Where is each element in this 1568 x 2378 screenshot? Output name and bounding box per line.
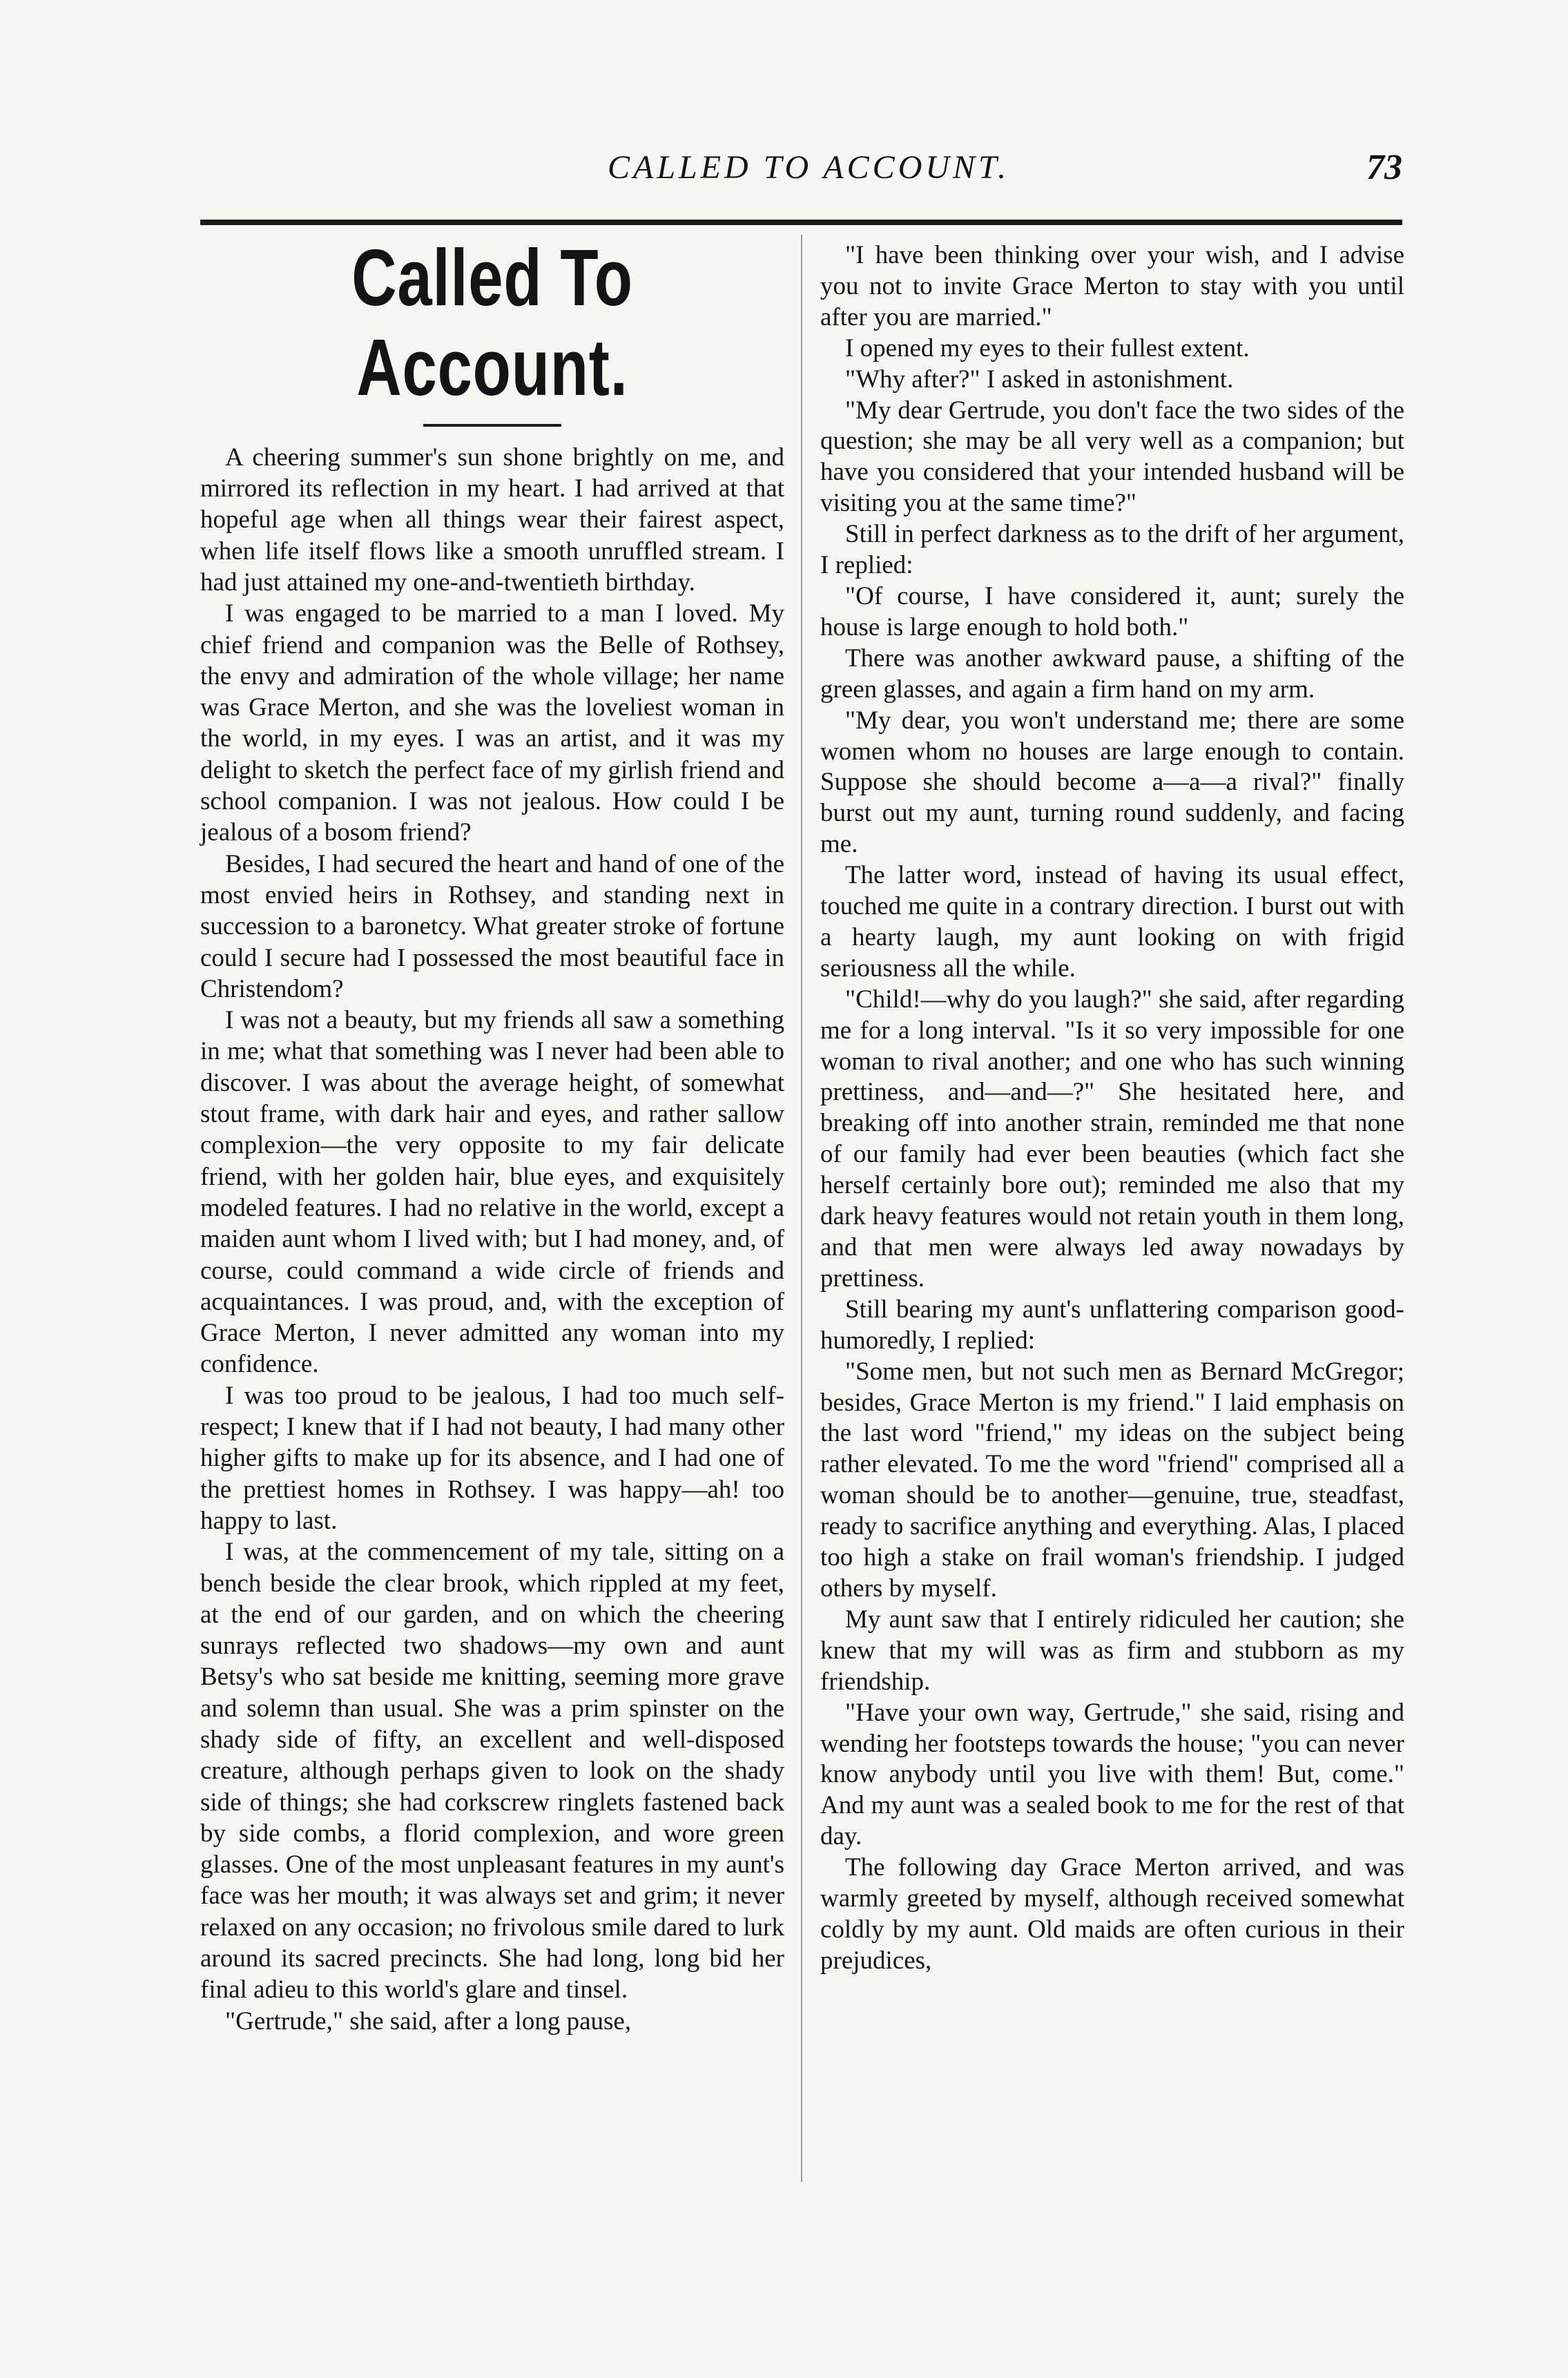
paragraph: "Why after?" I asked in astonishment.	[845, 365, 1234, 394]
paragraph: "My dear Gertrude, you don't face the two sides of the question; she may be all very well as a companion; but have you considered that your intended husband will be visiting you at the same time?"	[820, 396, 1404, 518]
paragraph: "Gertrude," she said, after a long pause,	[225, 2007, 632, 2036]
paragraph: My aunt saw that I entirely ridiculed her caution; she knew that my will was as firm and stubborn as my friendship.	[820, 1605, 1404, 1696]
paragraph: "I have been thinking over your wish, and I advise you not to invite Grace Merton to stay with you until after you are married."	[820, 241, 1404, 331]
paragraph: Besides, I had secured the heart and hand of one of the most envied heirs in Rothsey, and standing next in succession to a baronetcy. What greater stroke of fortune could I secure had I possessed the most beautiful face in Christendom?	[200, 849, 784, 1003]
paragraph: I was not a beauty, but my friends all saw a something in me; what that something was I never had been able to discover. I was about the average height, of somewhat stout frame, with dark hair and eyes, and rather sallow complexion—the very opposite to my fair delicate friend, with her golden hair, blue eyes, and exquisitely modeled features. I had no relative in the world, except a maiden aunt whom I lived with; but I had money, and, of course, could command a wide circle of friends and acquaintances. I was proud, and, with the exception of Grace Merton, I never admitted any woman into my confidence.	[200, 1006, 784, 1379]
paragraph: Still in perfect darkness as to the drift of her argument, I replied:	[820, 520, 1405, 580]
paragraph: The latter word, instead of having its usual effect, touched me quite in a contrary direction. I burst out with a hearty laugh, my aunt looking on with frigid seriousness all the while.	[820, 861, 1404, 983]
paragraph: "My dear, you won't understand me; there are some women whom no houses are large enough to contain. Suppose she should become a—a—a rival?" finally burst out my aunt, turning round suddenly, and facing me.	[820, 706, 1404, 859]
paragraph: "Some men, but not such men as Bernard McGregor; besides, Grace Merton is my friend." I laid emphasis on the last word "friend," my ideas on the subject being rather elevated. To me the word "friend" comprised all a woman should be to another—genuine, true, steadfast, ready to sacrifice anything and everything. Alas, I placed too high a stake on frail woman's friendship. I judged others by myself.	[820, 1357, 1404, 1603]
left-column	[200, 233, 784, 2037]
title-rule	[423, 424, 561, 427]
article-title: Called To Account.	[351, 233, 633, 412]
paragraph: I was, at the commencement of my tale, sitting on a bench beside the clear brook, which rippled at my feet, at the end of our garden, and on which the cheering sunrays reflected two shadows—my own and aunt Betsy's who sat beside me knitting, seeming more grave and solemn than usual. She was a prim spinster on the shady side of fifty, an excellent and well-disposed creature, although perhaps given to look on the shady side of things; she had corkscrew ringlets fastened back by side combs, a florid complexion, and wore green glasses. One of the most unpleasant features in my aunt's face was her mouth; it was always set and grim; it never relaxed on any occasion; no frivolous smile dared to lurk around its sacred precincts. She had long, long bid her final adieu to this world's glare and tinsel.	[200, 1538, 784, 2004]
right-column	[820, 240, 1404, 1977]
paragraph: The following day Grace Merton arrived, and was warmly greeted by myself, although received somewhat coldly by my aunt. Old maids are often curious in their prejudices,	[820, 1853, 1404, 1975]
column-divider	[801, 235, 802, 2182]
paragraph: "Child!—why do you laugh?" she said, after regarding me for a long interval. "Is it so very impossible for one woman to rival another; and one who has such winning prettiness, and—and—?" She hesitated here, and breaking off into another strain, reminded me that none of our family had ever been beauties (which fact she herself certainly bore out); reminded me also that my dark heavy features would not retain youth in them long, and that men were always led away nowadays by prettiness.	[820, 985, 1404, 1293]
paragraph: Still bearing my aunt's unflattering comparison good-humoredly, I replied:	[820, 1295, 1404, 1355]
paragraph: I was engaged to be married to a man I loved. My chief friend and companion was the Belle of Rothsey, the envy and admiration of the whole village; her name was Grace Merton, and she was the loveliest woman in the world, in my eyes. I was an artist, and it was my delight to sketch the perfect face of my girlish friend and school companion. I was not jealous. How could I be jealous of a bosom friend?	[200, 599, 784, 847]
paragraph: "Have your own way, Gertrude," she said, rising and wending her footsteps towards the house; "you can never know anybody until you live with them! But, come." And my aunt was a sealed book to me for the rest of that day.	[820, 1698, 1404, 1851]
paragraph: "Of course, I have considered it, aunt; surely the house is large enough to hold both."	[820, 581, 1404, 641]
paragraph: A cheering summer's sun shone brightly on me, and mirrored its reflection in my heart. I had arrived at that hopeful age when all things wear their fairest aspect, when life itself flows like a smooth unruffled stream. I had just attained my one-and-twentieth birthday.	[200, 443, 784, 597]
paragraph: I opened my eyes to their fullest extent.	[845, 334, 1250, 362]
running-title: CALLED TO ACCOUNT.	[608, 149, 1010, 186]
paragraph: There was another awkward pause, a shifting of the green glasses, and again a firm hand on my arm.	[820, 644, 1404, 704]
running-head	[200, 142, 1402, 197]
paragraph: I was too proud to be jealous, I had too much self-respect; I knew that if I had not beauty, I had many other higher gifts to make up for its absence, and I had one of the prettiest homes in Rothsey. I was happy—ah! too happy to last.	[200, 1381, 784, 1535]
header-rule	[200, 220, 1402, 225]
page-number: 73	[1366, 148, 1402, 187]
